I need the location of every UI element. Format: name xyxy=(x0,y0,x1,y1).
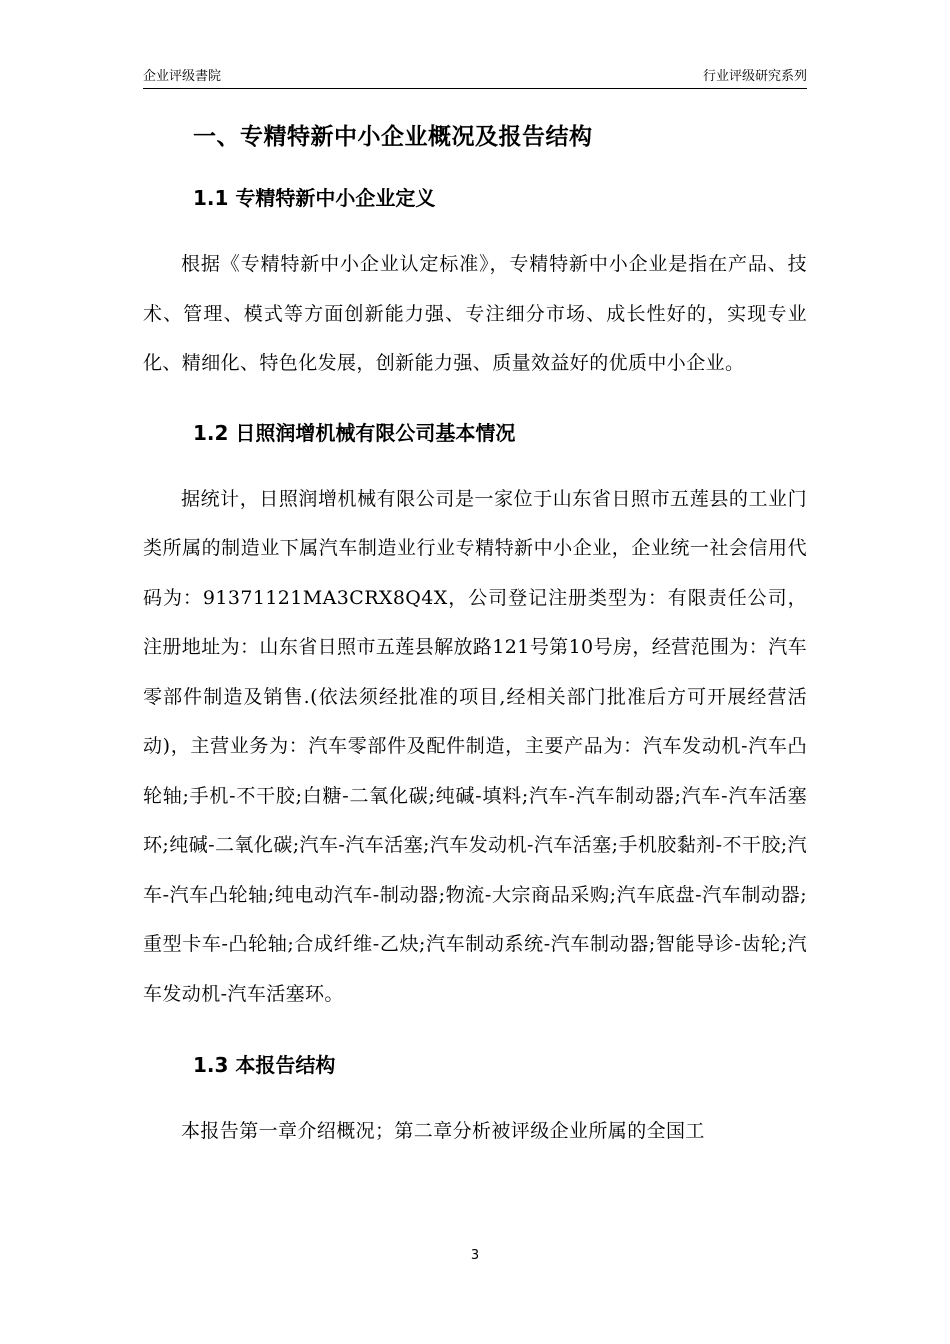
header-publisher: 企业评级書院 xyxy=(143,69,222,84)
section-paragraph-1-2: 据统计，日照润增机械有限公司是一家位于山东省日照市五莲县的工业门类所属的制造业下属汽车制造业行业专精特新中小企业，企业统一社会信用代码为：91371121MA3CRX8Q4X，公司登记注册类型为：有限责任公司，注册地址为：山东省日照市五莲县解放路121号第10号房，经营范围为：汽车零部件制造及销售.(依法须经批准的项目,经相关部门批准后方可开展经营活动)，主营业务为：汽车零部件及配件制造，主要产品为：汽车发动机-汽车凸轮轴;手机-不干胶;白糖-二氧化碳;纯碱-填料;汽车-汽车制动器;汽车-汽车活塞环;纯碱-二氧化碳;汽车-汽车活塞;汽车发动机-汽车活塞;手机胶黏剂-不干胶;汽车-汽车凸轮轴;纯电动汽车-制动器;物流-大宗商品采购;汽车底盘-汽车制动器;重型卡车-凸轮轴;合成纤维-乙炔;汽车制动系统-汽车制动器;智能导诊-齿轮;汽车发动机-汽车活塞环。 xyxy=(143,487,807,1005)
section-heading-1-3: 1.3 本报告结构 xyxy=(193,1053,336,1077)
section-paragraph-1-3: 本报告第一章介绍概况；第二章分析被评级企业所属的全国工 xyxy=(181,1120,705,1142)
page-number: 3 xyxy=(470,1248,480,1263)
page-header xyxy=(143,68,807,89)
chapter-title: 一、专精特新中小企业概况及报告结构 xyxy=(193,124,593,150)
header-series: 行业评级研究系列 xyxy=(702,69,807,84)
section-heading-1-1: 1.1 专精特新中小企业定义 xyxy=(193,186,436,210)
document-body xyxy=(143,112,807,1157)
section-heading-1-2: 1.2 日照润增机械有限公司基本情况 xyxy=(193,420,516,445)
section-paragraph-1-1: 根据《专精特新中小企业认定标准》，专精特新中小企业是指在产品、技术、管理、模式等方面创新能力强、专注细分市场、成长性好的，实现专业化、精细化、特色化发展，创新能力强、质量效益好的优质中小企业。 xyxy=(143,253,807,374)
